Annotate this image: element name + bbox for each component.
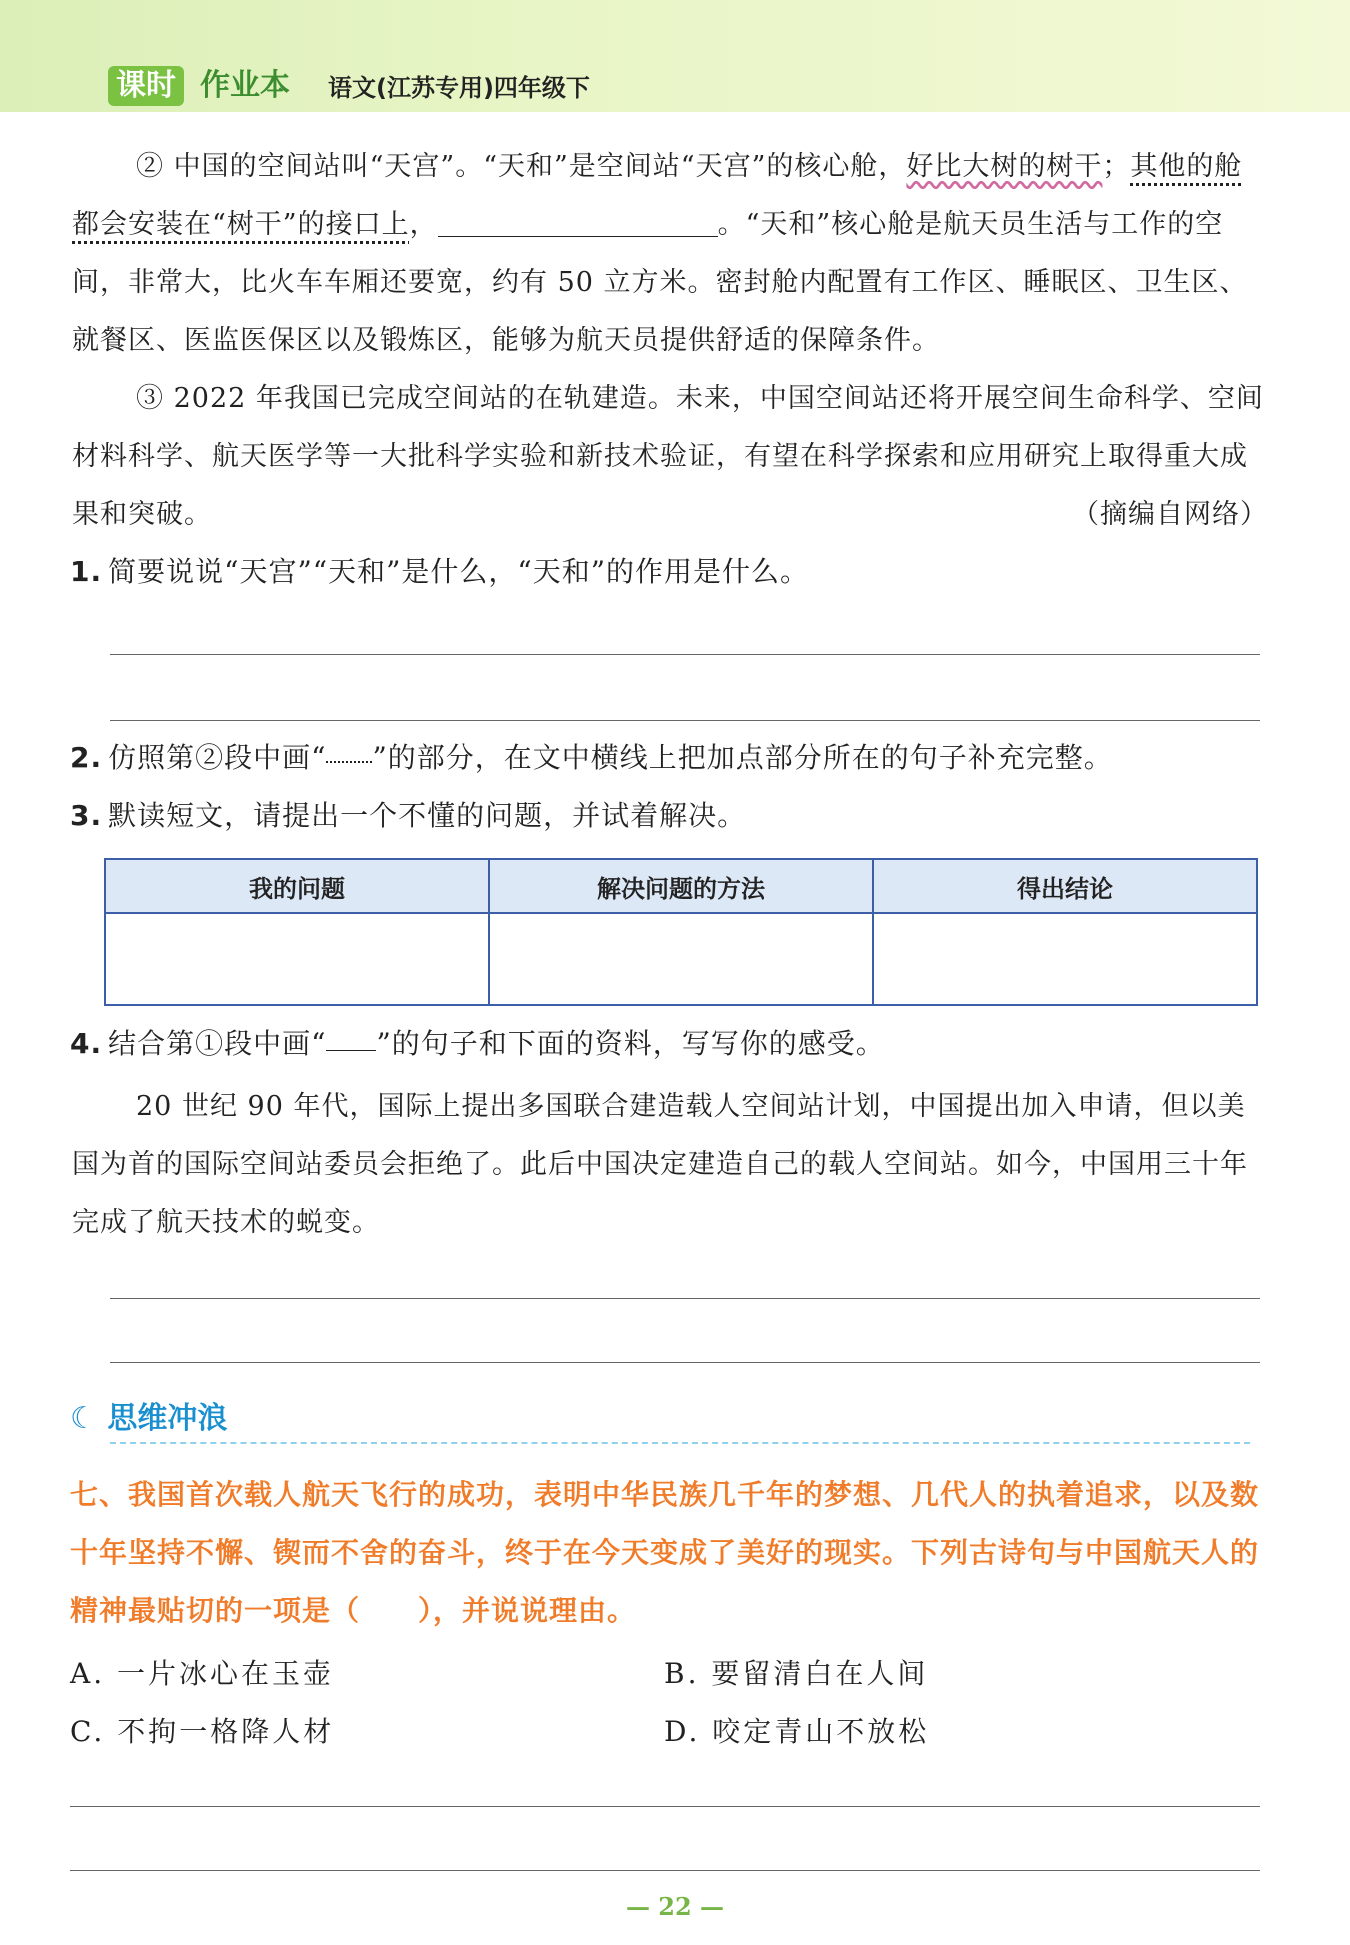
source-note: （摘编自网络） [1072, 499, 1268, 530]
fill-in-blank[interactable] [438, 206, 718, 237]
table-header: 解决问题的方法 [489, 859, 873, 913]
option-c[interactable]: C. 不拘一格降人材 [70, 1715, 335, 1748]
brand-logo: 课时 [108, 66, 184, 106]
option-a[interactable]: A. 一片冰心在玉壶 [70, 1657, 335, 1690]
table-cell[interactable] [489, 913, 873, 1005]
answer-line[interactable] [110, 720, 1260, 721]
answer-line[interactable] [110, 1298, 1260, 1299]
option-d[interactable]: D. 咬定青山不放松 [664, 1715, 930, 1748]
question-7: 七、我国首次载人航天飞行的成功，表明中华民族几千年的梦想、几代人的执着追求，以及数十年坚持不懈、锲而不舍的奋斗，终于在今天变成了美好的现实。下列古诗句与中国航天人的精神最贴切的一项是（ ），并说说理由。 [70, 1478, 1260, 1627]
answer-line[interactable] [70, 1870, 1260, 1871]
answer-line[interactable] [110, 654, 1260, 655]
section-heading: ☾ 思维冲浪 [70, 1401, 228, 1436]
page-number: — 22 — [625, 1892, 725, 1921]
subject-title: 语文(江苏专用)四年级下 [328, 74, 590, 102]
page-header [0, 0, 1350, 112]
table-cell[interactable] [105, 913, 489, 1005]
table-cell[interactable] [873, 913, 1257, 1005]
table-header: 我的问题 [105, 859, 489, 913]
question-4: 4. 结合第①段中画“ ”的句子和下面的资料，写写你的感受。 [70, 1027, 885, 1060]
brand-logo-text: 作业本 [200, 68, 290, 103]
line-mark-icon [326, 1030, 376, 1051]
table-header: 得出结论 [873, 859, 1257, 913]
section-divider [110, 1442, 1250, 1444]
answer-line[interactable] [110, 1362, 1260, 1363]
question-1: 1. 简要说说“天宫”“天和”是什么，“天和”的作用是什么。 [70, 555, 810, 588]
material-text: 20 世纪 90 年代，国际上提出多国联合建造载人空间站计划，中国提出加入申请，但以美国为首的国际空间站委员会拒绝了。此后中国决定建造自己的载人空间站。如今，中国用三十年完成了航天技术的蜕变。 [72, 1091, 1248, 1238]
wave-icon: ☾ [70, 1401, 97, 1436]
question-2: 2. 仿照第②段中画“ ”的部分，在文中横线上把加点部分所在的句子补充完整。 [70, 741, 1113, 774]
answer-line[interactable] [70, 1806, 1260, 1807]
question-3: 3. 默读短文，请提出一个不懂的问题，并试着解决。 [70, 799, 747, 832]
wavy-underlined-text: 好比大树的树干 [906, 151, 1103, 182]
dotted-text: 其他的舱都会安装在“树干”的接口上 [72, 151, 1243, 240]
wavy-mark-icon [326, 751, 372, 763]
question-table [104, 858, 1258, 1006]
option-b[interactable]: B. 要留清白在人间 [664, 1657, 929, 1690]
passage-paragraph-3: ③ 2022 年我国已完成空间站的在轨建造。未来，中国空间站还将开展空间生命科学、空间材料科学、航天医学等一大批科学实验和新技术验证，有望在科学探索和应用研究上取得重大成果和突破。 （摘编自网络） [72, 370, 1268, 544]
passage-paragraph-2: ② 中国的空间站叫“天宫”。“天和”是空间站“天宫”的核心舱，好比大树的树干；其他的舱都会安装在“树干”的接口上， 。“天和”核心舱是航天员生活与工作的空间，非常大，比火车车厢还要宽，约有 50 立方米。密封舱内配置有工作区、睡眠区、卫生区、就餐区、医监医保区以及锻炼区，能够为航天员提供舒适的保障条件。 [72, 151, 1248, 356]
